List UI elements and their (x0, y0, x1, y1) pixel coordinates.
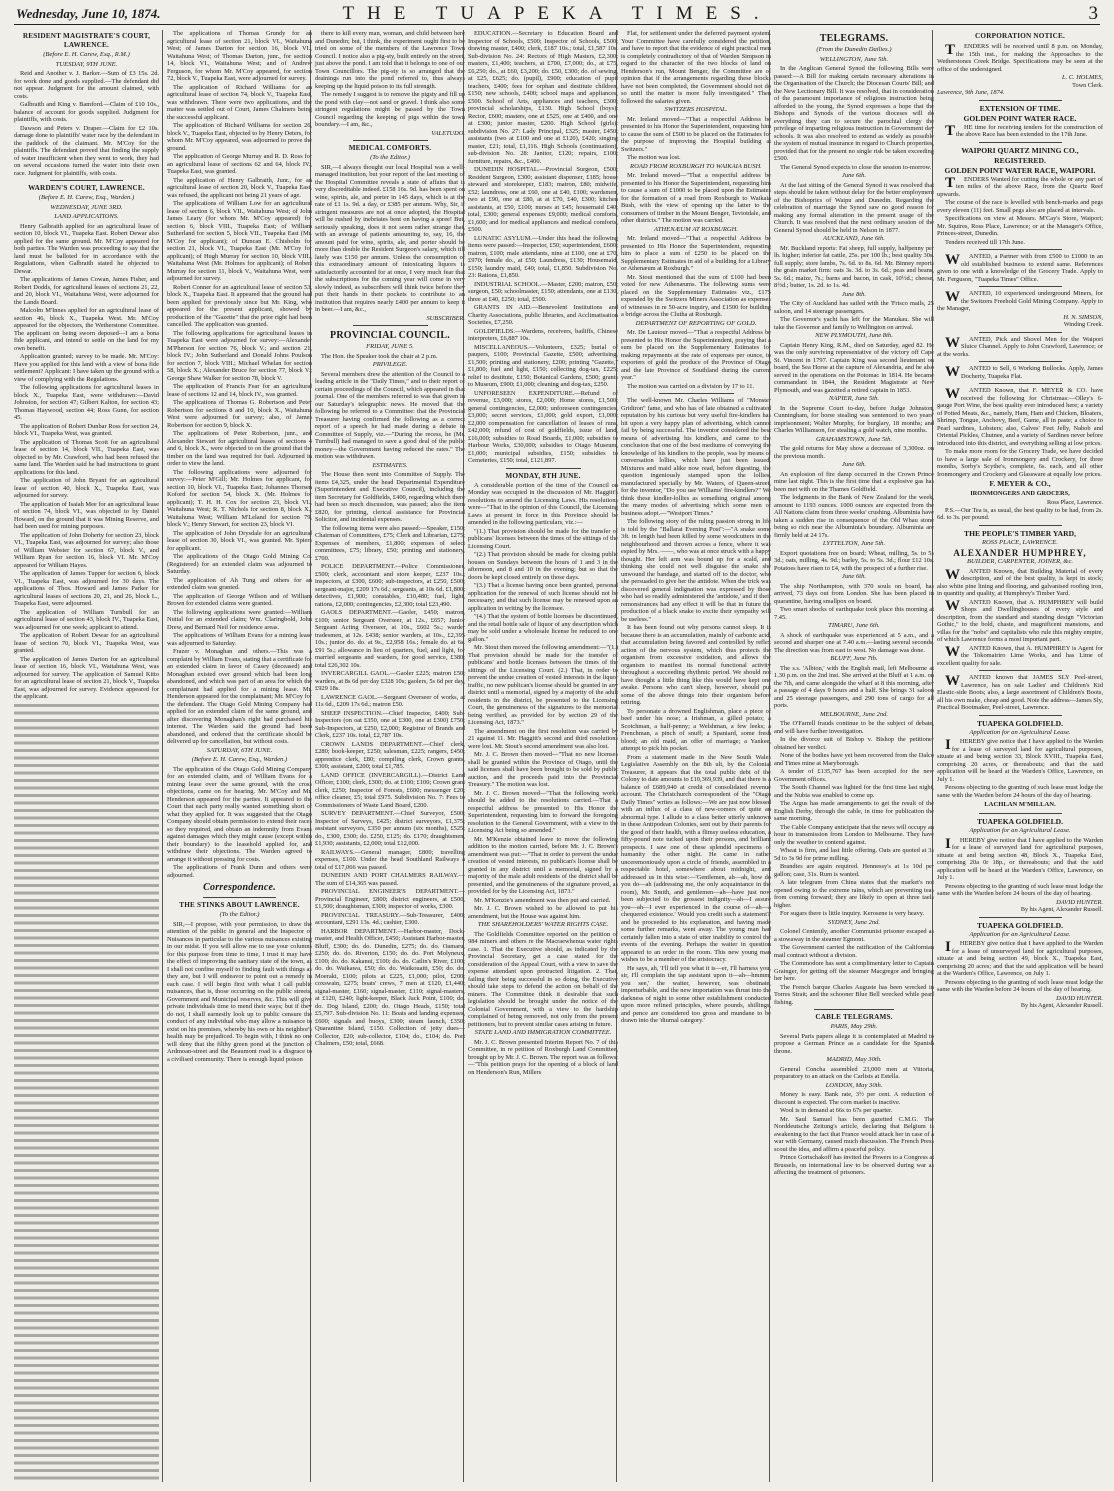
paragraph: The applications of William Evans for a mining lease was adjourned to Saturday. (167, 632, 312, 647)
estimates-sub: ESTIMATES. (372, 461, 408, 469)
divider (203, 897, 276, 898)
waipori-notice (937, 146, 1103, 247)
paragraph: Colonel Centenily, another Communist prisoner escaped as a stowaway in the steamer Egmont. (774, 928, 934, 943)
notice-signature: LACHLAN M'MILLAN. (984, 801, 1056, 808)
paragraph: The Commodore has sent a complimentary letter to Captain Grainger, for getting off the steamer Macgregor and bringing her here. (774, 960, 934, 982)
notice-title: WAIPORI QUARTZ MINING CO., REGISTERED. (961, 145, 1079, 165)
privilege-sub: PRIVILEGE. (372, 361, 408, 368)
paragraph: Frazer v. Monaghan and others.—This was a complaint by William Evans, stating that a certificate for an extended claim in favor of Casey (deceased) and Monaghan existed over ground which had been long abandoned, and which was part of an area for which the complainant had applied for a mining lease. Mr. Henderson appeared for the complainant; Mr. M'Coy for the defendant. The Otago Gold Mining Company had applied for an extended claim of the same ground, and after discovering Monaghan's right had purchased his interest. The Warden said the ground had been abandoned, and ordered that the certificate should be delivered up for cancellation, but without costs. (167, 648, 312, 745)
paragraph: The following applications were adjourned for survey:—Peter M'Gill; Mr. Holmes for applicant, for section 10, block VI., Tuapeka East; Johannes Thorsen Koford for section 54, block X. (Mr. Holmes for applicant); T. H. H. Cox for section 23, block VI., Waitahuna West; R. T. Nichols for section 8, block X., Waitahuna West; William M'Leland for section 79, block V.; Henry Stewart, for section 23, block VI. (167, 468, 312, 528)
divider (979, 100, 1062, 101)
notice-body: Persons objecting to the granting of such lease must lodge the same with the Warden before 24 hours of the day of hearing. (937, 978, 1103, 993)
divider (353, 325, 428, 326)
saturday-sub: (Before E. H. Carew, Esq., Warden.) (191, 756, 288, 763)
paragraph: The application of James Tupper for section 6, block VI., Tuapeka East, was adjourned for 30 days. The applications of Thos. Howard and James Parker for agricultural leases of sections 20, 21, and 26, block L., Tuapeka East, were adjourned. (14, 570, 159, 607)
paragraph: RAILWAYS.—General manager, £800; travelling expenses, £100. Under the head Southland Railways a total of £17,066 was passed. (315, 848, 465, 871)
notice-title: TUAPEKA GOLDFIELD. (976, 817, 1064, 826)
paragraph: Several Paris papers allege it is contemplated at Madrid to propose a German Prince as a candidate for the Spanish throne. (774, 1032, 934, 1055)
notice-body: Persons objecting to the granting of such lease must lodge the same with the Warden before 24 hours of the day of hearing. (937, 784, 1103, 799)
corporation-notice (937, 43, 1103, 97)
notice-body: WANTED Known, that Building Material of every description, and of the best quality, is kept in stock; also white pine lining and flooring, and galvanised roofing iron, in quantity and quality, at Humphrey's Timber Yard. (937, 566, 1103, 597)
notice-signature-agent: By his Agent, Alexander Russell. (1020, 906, 1103, 913)
paragraph: The application of George Wilson and of William Brown for extended claims were granted. (167, 592, 312, 607)
page-number: 3 (1088, 3, 1098, 24)
paragraph: Two smart shocks of earthquake took place this morning at 7.45. (774, 606, 934, 621)
paragraph: In the divorce suit of Bishop v. Bishop the petitioner obtained her verdict. (774, 736, 934, 751)
paragraph: LUNATIC ASYLUM.—Under this head the following items were passed:—Inspector, £50; superintendent, £600; matron, £100; male attendants, nine at £100, one at £70, £970; female do., at £50; Laundress, £130; Housemaid, £150; laundry maid, £40; total, £1,850. Subdivision No. 23: Rations, £1,850. (468, 234, 618, 279)
paragraph: Mr. J. C. Brown wished to be allowed to put his amendment, but the House was against him. (468, 905, 618, 920)
paragraph: Robert Conner for an agricultural lease of section 53, block X., Tuapeka East. It appeared that the ground had been applied for previously since but Mr. King, who appeared for the present applicant, showed by production of the "Gazette" that the prior right had been cancelled. The application was granted. (167, 283, 312, 328)
notice-title: TUAPEKA GOLDFIELD. (976, 718, 1064, 728)
paragraph: A considerable portion of the time of the Council on Monday was occupied in the discussion of Mr. Haggitt's resolutions to amend the Licensing Laws. His resolutions were—"That in the opinion of this Council, the Licensing Laws at present in force in this Province should be amended in the following particulars, viz.:— (468, 481, 618, 526)
paragraph: The application of Isaiah Mee for an agricultural lease of section 74, block VI., was objected to by Daniel Howard, on the ground that it was Mining Reserve, and had been used for mining purposes. (14, 500, 159, 530)
notice-title: GOLDEN POINT WATER RACE, WAIPORI. (944, 165, 1096, 175)
state-land-sub: STATE LAND AND IMMIGRATION COMMITTEE. (474, 1029, 612, 1036)
paragraph: The application of Ah Tung and others for an extended claim was granted. (167, 576, 312, 591)
paragraph: SIR,—I propose, with your permission, to draw the attention of the public in general and the Inspector of Nuisances in particular to the various nuisances existing in our midst. If you will allow me to use your columns for this purpose from time to time, I trust it may have the effect of improving the sanitary state of the town, as I shall not confine myself to finding fault with things as they are, but I will endeavor to point out a remedy in each case. I will begin first with what I call public nuisances, that is, those occurring on the public streets, Government and Municipal reserves, &c. This will give private individuals time to mend their ways; but if they do not, I shall earnestly look up to public censure the conduct of any individual who may allow a nuisance to exist on his premises, whereby his own or his neighbor's health may be prejudiced. To begin with, I think no one will deny that the filthy green pond at the junction of Ardmoan-street and the Beaumont road is a disgrace to a civilised community. There is enough liquid poison (167, 920, 312, 1063)
divider (979, 383, 1062, 384)
dateline: LONDON, May 30th. (825, 1081, 883, 1089)
notice-body: WANTED Known, that A. HUMPHREY will build Shops and Dwellinghouses of every style and description, from the standard and standing design "Victorian Gothic," to the bold, chaste, and magnificent mansions, and villas for the "nobs" and capitalists who rule this mighty empire, of which Lawrence forms a most important part. (937, 597, 1103, 643)
notice-signature-title: Town Clerk. (1072, 81, 1103, 89)
saturday-day: SATURDAY, 6TH JUNE. (206, 746, 273, 754)
paragraph: DUNEDIN AND PORT CHALMERS RAILWAY.—The sum of £14,365 was passed. (315, 872, 465, 887)
to-editor: (To the Editor.) (370, 154, 410, 161)
paragraph: A late telegram from China states that the market's not opened owing to the extreme rains, which are preventing teas from coming forward; they are likely to open at three taels higher. (774, 879, 934, 909)
paragraph: Mr. M'Kenzie obtained leave to move the following addition to the motion carried, before Mr. J. C. Brown's amendment was put:—"That in order to prevent the undue creation of vested interests, no publican's license shall be granted in any district until a memorial, signed by a majority of the male adult residents of the district shall be presented, and the genuineness of the signature proved, as provided for by the Licensing Act, 1873." (468, 835, 618, 895)
paragraph: The application of George Murray and R. D. Ross for an agricultural lease of sections 62 and 64, block IV., Tuapeka East, was granted. (167, 153, 312, 175)
extension-of-time-notice (937, 104, 1103, 139)
paragraph: The following applications were granted:—William Nuttal for an extended claim; Wm. Claringbold, John Drew, and Bernard Neil for residence areas. (167, 608, 312, 631)
provincial-council-heading: PROVINCIAL COUNCIL. (330, 330, 450, 341)
paragraph: The application of Thomas Scott for an agricultural lease of section 14, block VII., Tuapeka East, was objected to by Mr. Crawford, who had been refused the same land. The Warden said he had instructions to grant applications for this land. (14, 438, 159, 476)
paragraph: Mr. Ireland moved—"That a respectful Address be presented to his Honor the Superintendent, requesting him to cause the sum of £500 to be placed on the Estimates for the purpose of improving the Hospital building at Switzers." (621, 115, 771, 153)
divider (659, 393, 734, 394)
paragraph: Mr. Stout mentioned that the sum of £100 had been voted for new Athenæums. The following sums were placed on the Supplementary Estimates viz., £175 expended by the Switzers Miners Association as expenses of witnesses in re 50-acre inquiry, and £1500 for building a bridge across the Clutha at Roxburgh. (621, 273, 771, 318)
paragraph: Mr. J. C. Brown then moved—"That no new licenses shall be granted within the Province of Otago, until the said licenses shall have been brought to be sold by public auction, and the proceeds paid into the Provincial Treasury." The motion was lost. (468, 751, 618, 788)
paragraph: The applications of Peter Robertson, junr., and Alexander Stewart for agricultural leases of sections 4 and 6, block X., were objected to on the ground that the timber on the land was required for fuel. Adjourned in order to view the land. (167, 430, 312, 467)
paragraph: Reid and Another v. J. Barker.—Sum of £3 15s. 2d. for work done and goods supplied.—The defendant did not appear. Judgment for the amount claimed, with costs. (14, 70, 159, 100)
paragraph: The French barque Charles Auguste has been wrecked in Torres Strait; and the schooner Blue Bell wrecked while pearl fishing. (774, 983, 934, 1006)
dateline: SYDNEY, June 2nd. (827, 918, 881, 926)
paragraph: The application of Robert Dunbar Ross for section 24, block VI., Tuapeka West, was granted. (14, 422, 159, 437)
paragraph: HARBOR DEPARTMENT.—Harbor-master, Dock-master, and Health Officer, £450; Assistant Harbor-master, Bluff, £300; do. do. Dunedin, £275; do. do. Oamaru, £250; do. do. Riverton, £150; do. do. Port Molyneux, £100; do. do. Kakanui, £100; do. do. Catlin's River, £100; do. do. Waikawa, £50; do. do. Waikouaiti, £50; do. do. Moeraki, £100; pilots at £225, £1,000; pilot, £200; coxswain, £275; boats' crews, 7 men at £120, £1,440; signal-master, £160; signal-master, £110; signal-masters, at £120, £240; light-keeper, Black Jack Point, £100; do. do. Dog Island, £200; do. Otago Heads, £150; total £5,797. Sub-division No. 11: Boats and landing expenses, £600; signals and buoys, £300; steam launch, £350; Quarantine Island, £150. Collection of jetty dues—Collector, £20; sub-collector, £104; do., £104; do. Port Chalmers, £50; total, £668. (315, 927, 465, 1047)
paragraph: The motion was lost. (627, 154, 681, 161)
paragraph: The following items were also passed:—Speaker, £150; Chairman of Committees, £75; Clerk and Librarian, £275; Expenses of members, £1,800; expenses of select committees, £75; library, £50; printing and stationery, £700. (315, 524, 465, 562)
notice-body: TENDERS will be received until 8 p.m. on Monday, the 15th inst., for making the Approaches to the Wetherstones Creek Bridge. Specifications may be seen at the office of the undersigned. (937, 42, 1103, 73)
dateline: BLUFF, June 7th. (830, 655, 878, 662)
notice-title: ALEXANDER HUMPHREY, (953, 548, 1087, 558)
paragraph: The following story of the ruling passion strong in life is told by the "Ballarat Evening Post":—"A snake some 3ft. in length had been killed by some woodcutters in the neighbourhood and thrown across a fence, where it was espied by Mrs. ——, who was at once struck with a happy thought. Her left arm was bound up for a scald, and thinking she could not well disguise the snake she unwound the bandage, and started off to the doctor, who she persuaded to give her the antidote. When the trick was discovered general indignation was expressed by those who had so readily administered the 'antidote,' and if their remonstrances had any effect it will be that in future the production of a black snake to excite their sympathy will be useless." (621, 518, 771, 623)
rm-court-sub: (Before E. H. Carew, Esq., R.M.) (43, 51, 130, 58)
paragraph: The amendment on the first resolution was carried by 21 against 11. Mr. Haggitt's second and third resolutions were lost. Mr. Stout's second amendment was also lost. (468, 727, 618, 750)
lease-application-3 (937, 921, 1103, 1010)
paragraph: POLICE DEPARTMENT.—Police Commissioner, £500; clerk, accountant and store keeper, £237 10s.; inspectors, at £300, £600; sub-inspectors, at £250, £500; sergeant-major, £209 17s 6d.; sergeants, at 10s 6d. £1,800; detectives, £1,900; constables, £10,480; fuel, light, rations, £2,000; contingencies, £2,300; total £23,490. (315, 563, 465, 608)
notice-subtitle: ROSS PLACE, LAWRENCE. (982, 538, 1058, 546)
notice-title: EXTENSION OF TIME. (979, 103, 1061, 113)
paragraph: The gold returns for May show a decrease of 3,300oz. on the previous month. (774, 445, 934, 460)
paragraph: Dawson and Peters v. Draper.—Claim for £2 10s. damage done to plaintiffs' water race by the defendant in the paddock of the claimant. Mr. M'Coy for the plaintiffs. The defendant proved that finding the supply of water insufficient when they went to work, they had on several occasions turned the water into their own race. Judgment for plaintiffs, with costs. (14, 124, 159, 177)
paragraph: Mr. J. C. Brown moved—"That the following works should be added to the resolutions carried.—That a respectful address be presented to His Honor the Superintendent, requesting him to forward the foregoing resolution to the General Government, with a view to the Licensing Act being so amended." (468, 789, 618, 834)
paragraph: Wool is in demand at 66s to 67s per quarter. (780, 1107, 893, 1114)
paragraph: Application granted; survey to be made. Mr. M'Coy: Have you applied for this land with a view of bona fide settlement? Applicant: I have taken up the ground with a view of complying with the Regulations. (14, 353, 159, 383)
notice-body: IHEREBY give notice that I have applied to the Warden for a lease of unsurveyed land for agricultural purposes, situate at and being section 49, block X., Tuapeka East, comprising 20 acres; and that the said application will be heard at the Warden's Office, Lawrence, on July 1. (937, 939, 1103, 977)
road-sub: ROAD FROM ROXBURGH TO WAIKAIA BUSH. (630, 162, 762, 170)
paragraph: The ship Northampton, with 370 souls on board, has arrived, 73 days out from London. She has been placed in quarantine, having smallpox on board. (774, 582, 934, 605)
paragraph: The well-known Mr. Charles Williams of "Monster Gridiron" fame, and who has of late obtained a cultivated reputation by his curious but very useful fire-kindlers has hit upon a very happy plan of advertising, which cannot fail by being successful. The inventor considered the best means of advertising his kindlers, and came to the conclusion that one of the best mediums of conveying the knowledge of his kindlers to the people, was by means of conversation lollies, which have just been issued. Mixtures and maid alike now read, before digesting, the question ingeniously stamped upon the lollies, manufactured specially by Mr. Waters, of Queen-street, for the inventor, "Do you use Williams' fire-kindlers?" We think these kindler-lollies as something original among the many modes of advertising which some men of business adopt.—"Westport Times." (621, 397, 771, 517)
paragraph: The City of Auckland has sailed with the 'Frisco mails, 25 saloon, and 14 steerage passengers. (774, 300, 934, 315)
paragraph: Several members drew the attention of the Council to a leading article in the "Daily Times," and to their report of certain proceedings of the Council, which appeared in that journal. One of the members referred to was that given in our Saturday's telegraphic news. He moved that the following be referred to a Committee: that the Provincial Treasurer having confirmed the following as a correct report of a speech he had made during a debate in Committee of Supply, viz.—"During the recess, he (Mr. Turnbull) had managed to save a good deal of the public money—the Government having reduced the rates." The motion was withdrawn. (315, 370, 465, 460)
notice-signature: F. MEYER & CO., (989, 479, 1051, 488)
paragraph: None of the bodies have yet been recovered from the Dalco and Times mine at Maryborough. (774, 752, 934, 767)
paragraph: LAWRENCE GAOL.—Sergeant Overseer of works, at 11s 6d., £209 17s 6d.; matron £50. (315, 693, 465, 708)
paragraph: "(1.) That provision should be made for the transfer of publicans' licenses between the times of the sittings of the Licensing Court. (468, 527, 618, 550)
notice-signature: H. N. SIMSON, (1063, 313, 1103, 321)
dateline: PARIS, May 29th. (830, 1023, 878, 1030)
paragraph: EDUCATION.—Secretary to Education Board and Inspector of Schools, £500; Inspector of Schools, £500; drawing master, £400; clerk, £187 10s.; total, £1,587 10s. Sub-division No. 24: Rectors of High Masters, £2,300; masters, £1,400; teachers, at £700, £7,000; do., at £75, £6,250; do., at £60, £3,200; do. £50, £300; do. of sewing, at £25, £625; do. (pupil), £900; education of pupil teachers, £400; fees for orphan and destitute children, £150; new schools, £400; school maps and appliances, £500. School of Arts, appliances and teachers, £300; provincial scholarships, £130. High School (boys): Rector, £600; masters, one at £525, one at £400, and one at £300; junior master, £200. High School (girls): subdivision No. 27: Lady Principal, £325; master, £450; assistants (two at £100 and one at £120), £420; singing master, £21; total, £1,116. High Schools (continuation), sub-division No. 28: Janitor, £120; repairs, £100; furniture, repairs, &c., £400. (468, 30, 618, 165)
masthead (14, 2, 1100, 25)
divider (506, 468, 581, 469)
paragraph: The remedy I suggest is to remove the pigsty and fill up the pond with clay—not sand or gravel. I think also some stringent regulations might be passed by the Town Council regarding the keeping of pigs within the town boundary.—I am, &c., (315, 91, 465, 128)
notice-subtitle: BUILDER, CARPENTER, JOINER, &c. (966, 558, 1074, 565)
paragraph: The applications of Thomas Grundy for an agricultural lease of section 21, block VI., Waitahuna West; of James Darton for section 16, block VI., Waitahuna West; of Thomas Darton, junr., for section 14, block VI., Waitahuna West; and of Andrew Ferguson, for whom Mr. M'Coy appeared, for section 72, block V., Tuapeka East, were adjourned for survey. (167, 30, 312, 82)
newspaper-title: THE TUAPEKA TIMES. (342, 3, 772, 24)
wardens-court-heading: WARDEN'S COURT, LAWRENCE. (28, 184, 145, 192)
dateline: MADRID, May 30th. (826, 1056, 882, 1063)
paragraph: In the Anglican General Synod the following Bills were passed:—A Bill for making certain necessary alterations in the Organisation of the Church; the Diocesan Courts' Bill; and the New Lectionary Bill. It was resolved, that in consideration of the paramount importance of religious instruction being afforded to the young, the Synod expresses a hope that the Bishops and Synods of the various dioceses will do everything they can to secure the parochial clergy the privilege of imparting religious instruction in Government day schools. It was also resolved to extend as widely as possible the system of mutual insurance in regard to Church properties, provided that for the present no single risk be taken exceeding £500. (774, 65, 934, 162)
divider (979, 813, 1062, 814)
divider (979, 249, 1062, 250)
paragraph: The motion was carried on a division by 17 to 11. (627, 382, 755, 390)
paragraph: Mr. Buckland reports: Fat sheep, full supply, halfpenny per lb. higher; inferior fat cattle, 25s. per 100 lb.; best quality 30s. full supply; store lambs, 7s. 6d. to 8s. 6d. Mr. Binney reports the grain market firm: oats 3s. 3d. to 3s. 6d.; peas and beans, 5s. 6d.; maize, 7s.; barns and bacon, in cask, 10½d.; cheese, 8½d.; butter, 1s. 2d. to 1s. 4d. (774, 244, 934, 289)
column-6 (769, 30, 934, 1482)
paragraph: SHEEP INSPECTION.—Chief Inspector, £400; Sub-Inspectors (on oat £350, one at £300, one at £300) £750; Sub-Inspectors, at £250, £2,000; Registrar of Brands and Clerk, £237 10s. total, £2,787 10s. (315, 709, 465, 739)
paragraph: The application of John Bryant for an agricultural lease of section 40, block X., Tuapeka East, was adjourned for survey. (14, 477, 159, 499)
paragraph: The applications of Frank Dunn and others were adjourned. (167, 864, 312, 879)
paragraph: The Government carried the ratification of the Californian mail contract without a division. (774, 944, 934, 959)
paragraph: At the last sitting of the General Synod it was resolved that steps should be taken without delay for the better employment of the Bishoprics of Waipu and Dunedin. Regarding the celebration of marriage the Synod saw no good reason for making any formal alteration in the present usage of the Church. It was resolved that the next ordinary session of the General Synod should be held in Nelson in 1877. (774, 181, 934, 234)
paragraph: Mr. Saul Samuel has been gazetted C.M.G. The Norddeutsche Zeitung's article, declaring that Belgium is awakening to the fact that France would attack her in case of a war with Germany, caused much discussion. The French Press scout the idea, and affirm a peaceful policy. (774, 1115, 934, 1153)
timber-yard-ad (937, 529, 1103, 668)
notice-signature-place: Winding Creek. (1063, 321, 1103, 328)
divider (50, 180, 123, 181)
paragraph: The General Synod expects to close the session to-morrow. (780, 163, 932, 171)
paragraph: The application of Robert Dewar for an agricultural lease of section 70, block VI., Tuapeka West, was granted. (14, 632, 159, 654)
notice-body: TENDERS Wanted for cutting the whole or any part of ten miles of the above Race, from the Quartz Reef upwards. (937, 174, 1103, 198)
divider (979, 715, 1062, 716)
dateline: NAPIER, June 5th. (828, 395, 880, 402)
telegrams-heading: TELEGRAMS. (819, 33, 889, 44)
paragraph: The application of James Darton for an agricultural lease of section 16, block VI., Waitahuna West, was adjourned for survey. The application of Samuel Kitto for an agricultural lease of section 21, block V., Tuapeka East, was adjourned for survey. Evidence appeared for the applicant. (14, 655, 159, 700)
paragraph: The applications of William Low for an agricultural lease of section 6, block VII., Waitahuna West; of John James Leary (for whom Mr. M'Coy appeared) for section 6, block VIII., Tuapeka East; of William Sutherland for section 5, block VII., Tuapeka East (Mr. M'Coy for applicant); of Duncan E. Chisholm for section 21, block VI., Tuapeka East (Mr. M'Coy for applicant); of Hugh Murray for section 10, block VIII., Waitahuna West (Mr. Holmes for applicant); of Robert Murray for section 11, block V., Waitahuna West, were adjourned for survey. (167, 200, 312, 282)
switzers-hospital-sub: SWITZERS HOSPITAL. (664, 106, 728, 113)
paragraph: General Concha assembled 23,000 men at Vittoria, preparatory to an attack on the Carlists at Estella. (774, 1065, 934, 1080)
wanted-partner-ad (937, 253, 1103, 283)
divider (353, 140, 428, 141)
paragraph: The application of John Doherty for section 23, block VI., Tuapeka East, was adjourned for survey; also those of William Webster for section 67, block V., and William Ryan for section 16, block VI. Mr. M'Coy appeared for William Hayes. (14, 531, 159, 569)
dateline: TIMARU, June 6th. (828, 622, 880, 629)
dateline: NEW PLYMOUTH, June 8th. (815, 332, 893, 339)
paragraph: there to kill every man, woman, and child between here and Dunedin; but, I think, the experiment ought first to be tried on some of the members of the Lawrence Town Council. I notice also a pig-sty, built entirely on the street, just above the pond. I am told that it belongs to one of our Town Councillors. The pig-sty is so arranged that the drainings run into the pond referred to, thus always keeping up the liquid poison to its full strength. (315, 30, 465, 90)
paragraph: INVERCARGILL GAOL.—Gaoler £225; matron £50; warders, at 8s 6d per day £328 10s; gaolers, 5s 6d per day, £929 18s. (315, 670, 465, 692)
paragraph: DUNEDIN HOSPITAL.—Provincial Surgeon, £500; Resident Surgeon, £300; assistant dispenser, £185; house steward and storekeeper, £183; matron, £80; midwife, £52; laundress, one at £60, one at £40, £100; wardsmen, two at £90, one at £80, at at £70, £40, £300; kitchen assistants, at £50, £100; nurses at £45; housemaid £40; total, £300; general expenses £9,000; medical comforts, £1,600; and for medical appliances and medical comforts, £500. (468, 166, 618, 233)
divider (814, 1009, 894, 1010)
paragraph: Captain Henry King, R.M., died on Saturday, aged 82. He was the only surviving representative of the victory off Cape St. Vincent in 1797. Captain King was second lieutenant on board, the Sea Horse at the capture of Alexandria, and he also served in the operations on the Potomac in 1814. He became commandant in 1844, the Resident Magistrate at New Plymouth, and was gazetted a retired captain in 1853. (774, 341, 934, 394)
paragraph: The application of Richard Williams for an agricultural lease of section 74, block V., Tuapeka East, was withdrawn. There were two applications, and the matter was settled out of Court, James Chalmers being the successful applicant. (167, 83, 312, 121)
paragraph: A tender of £135,767 has been accepted for the new Government offices. (774, 768, 934, 783)
dateline: June 8th. (841, 290, 867, 298)
paragraph: The s.s. 'Albion,' with the English mail, left Melbourne at 1.30 p.m. on the 2nd inst. She arrived at the Bluff at 1 a.m. on the 7th, and came alongside the wharf at 8 this morning, after a passage of 4 days 9 hours and a half. She brings 31 saloon and 25 steerage passengers, and 290 tons of cargo for all ports. (774, 664, 934, 709)
wardens-court-sub: (Before E. H. Carew, Esq., Warden.) (38, 194, 135, 201)
paragraph: For sugars there is little inquiry. Kerosene is very heavy. (780, 910, 925, 917)
paragraph: Mr. De Lautour moved—"That a respectful Address be presented to His Honor the Superintendent, praying that a sum be placed on the Supplementary Estimates for making repayments at the rate of expenses per ounce, to exporters of gold the produce of the Province of Otago and the late Province of Southland during the current year." (621, 329, 771, 381)
paragraph: Brandies are again required. Hennessy's at 1s 10d per gallon; case, 31s. Rum is wanted. (774, 863, 934, 878)
paragraph: Mr. Stout then moved the following amendment:—"(1.) That provision should be made for the transfer of publicans' and bottle licenses between the times of the sittings of the Licensing Court. (2.) That, in order to prevent the undue creation of vested interests in the liquor traffic, no new publican's license should be granted in any district until a memorial, signed by a majority of the adult residents in the district, be presented to the Licensing Court, the genuineness of the signatures to the memorial being verified, as provided for by section 29 of the Licensing Act, 1873." (468, 644, 618, 726)
notice-signature: DAVID HUNTER. (1056, 898, 1103, 906)
paragraph: CROWN LANDS DEPARTMENT.—Chief clerk, £280; book-keeper, £250; salesman, £225; rangers, £450; apprentice clerk, £80; compiling clerk, Crown grants, £300; assistant, £200; total £1,785. (315, 740, 465, 770)
notice-subtitle: Application for an Agricultural Lease. (969, 827, 1071, 834)
paragraph: The Argus has made arrangements to get the result of the English Derby, through the cable, in time for publication the same morning. (774, 800, 934, 822)
bootmaker-ad (937, 674, 1103, 712)
divider (979, 142, 1062, 143)
dateline: AUCKLAND, June 6th. (823, 235, 885, 242)
notice-signature: DAVID HUNTER. (1056, 994, 1103, 1002)
paragraph: The applications of Thomas G. Robertson and Peter Robertson for sections 8 and 10, block X., Waitahuna West were adjourned for survey; also, of James Robertson for section 9, block X. (167, 399, 312, 429)
paragraph: LAND OFFICE (INVERCARGILL).—District Land Officer, £100; clerk, £300; do. at £100; £100; Crown grant clerk, £250; Inspector of Forests, £600; messenger £20; office cleaner, £5; total £975. Subdivision No. 7: Fees to Commissioners of Waste Land Board, £200. (315, 771, 465, 809)
signature: VALETUDO. (431, 129, 465, 137)
notice-body: WANTED Known, that F. MEYER & CO. have received the following for Christmas:—Olley's 6-gauge Port Wine, the best quality ever introduced here; a variety of Potted Meats, &c., namely, Ham, Ham and Chicken, Bloaters, Shrimp, Tongue, Anchovy, Beef, Game, all in paste; a choice to Pearl sardines, Lobsters; also, Calves' Feet Jelly, Nabob and Oriental Pickles, Chutnee, and a variety of Sardines never before introduced into this district, and everything selling at low prices. (937, 386, 1103, 447)
paragraph: Export quotations free on board; Wheat, milling, 5s. to 5s 3d.; oats, milling, 4s. 9d.; barley, 5s. to 5s. 3d.; flour £12 10s. Potatoes have risen to £4, with the prospect of a further rise. (774, 549, 934, 572)
notice-body: IHEREBY give notice that I have applied to the Warden for a lease of surveyed land for agricultural purposes, situate at and being section 33, Block XVIII., Tuapeka East, comprising 20 acres, or thereabouts; and that the said application will be heard at the Warden's Office, Lawrence, on July 1. (937, 737, 1103, 783)
paragraph: From a statement made in the New South Wales Legislative Assembly on the 8th ult, by the Colonial Treasurer, it appears that the total public debt of the Colony to date amounts to £10,369,939, and that there is a balance of £689,940 at credit of consolidated revenue account. The Christchurch correspondent of the "Otago Daily Times" writes as follows:—We are just now blessed with an influx of a class of new-comers of quite an abnormal type. I allude to a class better utterly unknown in these Antipodean Colonies, sent out by their parents for the good of their health, with a flimsy useless education, a fifty-pound note tucked upon their persons, and brilliant prospects. I saw one of these splendid specimens of humanity the other night. He came in rather unceremoniously upon a circle of friends, assembled in a respectable hotel, somewhere about midnight, and addressed us in this wise:—'Gentlemen, ah—ah, how do you do—ah (addressing me, the only acquaintance in the room), Mr. Smith, and gentlemen—ah—have just now been subjected to the grossest indignity—ah—I assure you—ah—I ever experienced in the course of—ah—a chequered existence.' Would you credit such a statement?' and he proceeded to his explanation, and having made some further remarks, went away. The young man had certainly fallen into a state of utter inability to control the events of the evening. Perhaps the waiter in question appeared to an order in the room. This new young man wishes to be a member of the aristocracy. (621, 753, 771, 963)
notice-date: Lawrence, 9th June, 1874. (937, 89, 1005, 96)
stinks-heading: THE STINKS ABOUT LAWRENCE. (179, 901, 300, 909)
notice-body: Persons objecting to the granting of such lease must lodge the same with the Warden before 24 hours of the day of hearing. (937, 882, 1103, 897)
rm-court-heading: RESIDENT MAGISTRATE'S COURT, LAWRENCE. (22, 32, 151, 49)
paragraph: The application of Francis Fear for an agricultural lease of sections 12 and 14, block IV., was granted. (167, 383, 312, 398)
paragraph: The applications of the Otago Gold Mining Co. (Registered) for an extended claim was adjourned to Saturday. (167, 553, 312, 575)
paragraph: Henry Galbraith applied for an agricultural lease of section 10, block VI., Tuapeka East. Robert Dewar also applied for the same ground. Mr. M'Coy appeared for both parties. The Warden was proceeding to say that the land must be balloted for in accordance with the Regulations, when Galbraith stated he objected to Dewar. (14, 222, 159, 275)
paragraph: GOLDFIELDS.—Wardens, receivers, bailiffs, Chinese interpreters, £6,887 10s. (468, 327, 618, 342)
paragraph: The following applications for agricultural leases in Tuapeka East were adjourned for survey:—Alexander M'Pherson for section 76, block V.; and section 21, block IV.; John Sutherland and Donald Johns Poulson for section 7, block VIII.; Michael Whelan for section 58, block X.; Alexander Bruce for section 77, block V.; George Shaw Walker for section 78, block V. (167, 329, 312, 382)
paragraph: The Goldfields Committee reported on the petition of 984 miners and others re the Macraewhenua water rights case. 1. That the Executive should, as indicated by the Provincial Secretary, get a case stated for the consideration of the Appeal Court, with a view to save the expense attendant upon protracted litigation. 2. That, failing their being successful in so doing, the Executive should take steps to defend the action on behalf of the miners. The Committee think it desirable that such legislation should be brought under the notice of the Colonial Government, with a view to the hardship complained of being removed, not only from the present petitioners, but to prevent similar cases arising in future. (468, 930, 618, 1028)
dateline: GRAHAMSTOWN, June 5th. (815, 435, 893, 443)
correspondence-heading: Correspondence. (203, 882, 276, 893)
column-5 (616, 30, 771, 1482)
bullocks-ad (937, 365, 1103, 380)
paragraph: An explosion of fire damp occurred in the Crown Prince mine last night. This is the first time that a explosive gas has been met with on the Thames Goldfield. (774, 470, 934, 493)
paragraph: MISCELLANEOUS.—Volunteers, £325; burial of paupers, £100; Provincial Gazette, £500; advertising, £1,500; printing and stationery, £200; printing "Gazette," £1,800; fuel and light, £150; collecting dog-tax, £225; relief to destitute, £150; Botanical Gardens, £500; grants to Museum, £900; £1,000; cleaning and dog-tax, £250. (468, 343, 618, 388)
paragraph: The lodgments in the Bank of New Zealand for the week, amount to 1193 ounces. 1000 ounces are expected from the All Nations claim from three weeks' crushing. Albuminia have taken a sudden rise in consequence of the Old Whau stone being so rich near the Albuminia's boundary. Albuminia are firmly held at 24 17s. (774, 494, 934, 539)
paragraph: The Governor's yacht has left for the Manukau. She will take the Governor and family to Wellington on arrival. (774, 316, 934, 331)
telegrams-sub: (From the Dunedin Dailies.) (816, 46, 892, 53)
notice-body: WANTED, 10 experienced underground Miners, for the Switzers Freehold Gold Mining Company. Apply to the Manager, (937, 289, 1103, 312)
dateline: WELLINGTON, June 5th. (819, 55, 889, 63)
notice-body: WANTED, a Partner with from £500 to £1000 in an old established business to extend same. References given to one with a knowledge of the Grocery Trade. Apply to Mr. Ferguson, "Tuapeka Times" Office. (937, 252, 1103, 283)
notice-body: WANTED to Sell, 6 Working Bullocks. Apply, James Docherty, Tuapeka Flat. (945, 364, 1103, 380)
land-applications-sub: LAND APPLICATIONS. (54, 213, 119, 220)
lease-application-2 (937, 817, 1103, 914)
divider (979, 286, 1062, 287)
paragraph: "(3.) That a license having once been granted, personal application for the renewal of such license should not be necessary; and that such license may be renewed upon an application in writing by the licensee. (468, 582, 618, 612)
dateline: MELBOURNE, June 2nd. (819, 710, 889, 718)
notice-signature-agent: By his Agent, Alexander Russell. (1020, 1002, 1103, 1009)
notice-body: THE time for receiving tenders for the construction of the above Race has been extended to the 17th June. (945, 122, 1103, 139)
gold-sub: DEPARTMENT OF REPORTING OF GOLD. (635, 319, 757, 327)
paragraph: The Hon. the Speaker took the chair at 2 p.m. (321, 352, 438, 360)
lease-application-1 (937, 719, 1103, 811)
divider (979, 670, 1062, 671)
paragraph: GRANTS IN AID.—Benevolent Institutions and Charity Associations, public libraries, and Acclimatisation Societies, £7,250. (468, 304, 618, 326)
paragraph: GAOLS DEPARTMENT.—Gaoler, £450; matron, £100; senior Sergeant Overseer, at 12s., £657; Junior Sergeant Acting Overseer, at 10s., £602 5s.; warder tradesmen, at 12s. £438; senior warders, at 10s., £2,395 10s.; junior do. do. at 9s., £2,958 16s.; female do. at 6s. £91 5s.; allowance in lieu of quarters, fuel, and light, for married sergeants and warders, for good service, £380; total £26,302 10s. (315, 609, 465, 669)
dateline: June 6th. (841, 461, 867, 468)
divider (979, 917, 1062, 918)
paragraph: The applications of James Cowan, James Fisher, and Robert Dodds, for agricultural leases of sections 21, 22, and 20, block VI., Waitahuna West, were adjourned for the Lands Board. (14, 276, 159, 306)
paragraph: Mr. M'Kenzie's amendment was then put and carried. (474, 896, 611, 904)
divider (979, 525, 1062, 526)
paragraph: A shock of earthquake was experienced at 5 a.m., and a second and sharper one at 7.40 a.m.—lasting several seconds. The direction was from east to west. No damage was done. (774, 631, 934, 654)
dateline: LYTTELTON, June 5th. (822, 540, 886, 547)
paragraph: Mr. Ireland moved—"That a respectful address be presented to his Honor the Superintendent, requesting him to cause a sum of £1000 to be placed upon the Estimates for the formation of a road from Roxburgh to Waikaia Bush, with the view of opening up the latter to the consumers of timber in the Mount Benger, Teviotdale, and other districts." The motion was carried. (621, 172, 771, 224)
paragraph: Flat, for settlement under the deferred payment system. Your Committee have carefully considered the petition, and have to report that the evidence of eight practical men is completely contradictory of that of Warden Simpson in regard to the character of the two blocks of land on Henderson's run, Mount Benger, the Committee are of opinion that if the arrangements regarding these blocks have not been completed, the Government should not do so until the matter is more fully investigated." Then followed the salaries given. (621, 30, 771, 105)
paragraph: To personate a drowned Englishman, place a piece of beef under his nose; a Irishman, a gilled potato; a Scotchman, a half-penny; a Welshman, a few leeks; a Frenchman, a pinch of snuff; a Spaniard, some fresh blood; an old maid, an offer of marriage; a Yankee, attempt to pick his pocket. (621, 707, 771, 752)
issue-date: Wednesday, June 10, 1874. (16, 6, 161, 21)
to-editor: (To the Editor.) (219, 911, 260, 918)
paragraph: Money is easy. Bank rate, 3½ per cent. A reduction of discount is expected. The corn market is inactive. (774, 1091, 934, 1106)
paragraph: Galbraith and King v. Bamford.—Claim of £10 10s., balance of account for goods supplied. Judgment for plaintiffs, with costs. (14, 101, 159, 123)
divider (979, 361, 1062, 362)
paragraph: "(2.) That provision should be made for closing public houses on Sundays between the hours of 1 and 3 in the afternoon, and 8 and 10 in the evening; but so that the doors be kept closed entirely on those days. (468, 551, 618, 581)
paragraph: Malcolm M'Innes applied for an agricultural lease of section 46, block X., Tuapeka West. Mr. M'Coy appeared for the objectors, the Wetherstone Committee. The applicant on being sworn deposed—I am a bona fide applicant, and intend to settle on the land for my own benefit. (14, 307, 159, 352)
notice-body: To make more room for the Grocery Trade, we have decided to have a large sale of Ironmongery and Crockery, for three months, Sorby's Scythe's, complete, 6s. each, and all other Ironmongery and Crockery and Glassware at equally low prices. (937, 448, 1103, 478)
notice-body: WANTED, Pick and Shovel Men for the Waipori Sluice Channel. Apply to John Crawford, Lawrence; or at the works. (937, 334, 1103, 358)
medical-comforts-heading: MEDICAL COMFORTS. (348, 144, 432, 152)
divider (979, 332, 1062, 333)
paragraph: The O'Farrell frauds continue to be the subject of debate, and will have further investigation. (774, 720, 934, 735)
rm-court-day: TUESDAY, 9TH JUNE. (55, 60, 118, 68)
wanted-miners-ad (937, 290, 1103, 329)
paragraph: He says, ah, 'I'll tell you what it is—er, I'll harness you, sir, I'll complain the tap assistant upon it—ah—hmmm, you see,' the waiter, however, was obstinate, imperturbable, and the new importation was thrust into the darkness of night to some other establishment conducted upon more refined principles, where pounds, shillings, and pence are considered too gross and mundane to be drawn into the 'diurnal category.' (621, 964, 771, 1024)
wanted-shovel-men-ad (937, 336, 1103, 359)
paragraph: The House then went into Committee of Supply. The items £4,325, under the head Departmental Expenditure (Superintendent and Executive Council), including the item Secretary for Goldfields, £400, regarding which there had been so much discussion, was passed; also the item £820, for printing, clerical assistance for Provincial Solicitor, and incidental expenses. (315, 471, 465, 523)
notice-signature: L. C. HOLMES, (1061, 74, 1103, 81)
paragraph: Mr. Ireland moved—"That a respectful Address be presented to His Honor the Superintendent, requesting him to place a sum of £250 to be placed on the Supplementary Estimates in aid of a building for a Library or Athenæum at Roxburgh." (621, 235, 771, 272)
friday-day: FRIDAY, JUNE 5. (366, 343, 414, 350)
paragraph: The South Channel was lighted for the first time last night, and the Nubia was enabled to come up. (774, 784, 934, 799)
paragraph: PROVINCIAL ENGINEER'S DEPARTMENT.—Provincial Engineer, £800; district engineers, at £500, £1,500; draughtsman, £300; inspector of works, £300. (315, 888, 465, 910)
paragraph: The application of Richard Williams for section 26, block V., Tuapeka East, objected to by Henry Deters, for whom Mr. M'Coy appeared, was adjourned to prove the ground. (167, 122, 312, 152)
notice-body: WANTED Known, that A. HUMPHREY is Agent for the Tokomairiro Lime Works, and has Lime of excellent quality for sale. (937, 643, 1103, 667)
paragraph: The application of Henry Galbraith, Junr., for an agricultural lease of section 20, block V., Tuapeka East, was refused, the applicant not being 21 years of age. (167, 176, 312, 199)
paragraph: In the Supreme Court to-day, before Judge Johnston, Cunningham, for horse stealing was sentenced to two years' imprisonment; Walter Murphy, for burglary, 18 months; and Charles Williamson, for stealing a gold watch, nine months. (774, 404, 934, 434)
paragraph: Mr. J. C. Brown presented Interim Report No. 7 of this Committee, in re petition of Roxburgh Land Committee, brought up by Mr. J. C. Brown. The report was as follows:—"This petition prays for the opening of a block of land on Henderson's Run, Millers (468, 1038, 618, 1076)
paragraph: UNFORESEEN EXPENDITURE.—Refund of revenue, £3,000; stores, £2,000; Home stores, £1,500; general contingencies, £2,000; unforeseen contingencies, £3,000; secret services, £1,000; gold export, £1,000; £2,000 compensation for cancellation of leases of runs, £42,000; refund of cost of goldfields, issue of land, £16,000; subsidies to Road Boards, £1,000; subsidies to Harbour Works, £30,000; subsidies to Otago Museum, £1,000; municipal subsidies, £150; subsidies to Cemeteries, £150; total, £121,897. (468, 389, 618, 464)
paragraph: INDUSTRIAL SCHOOL.—Master, £200; matron, £50; surgeon, £50; schoolmaster, £150; attendants, one at £130, three at £40, £250; total, £500. (468, 280, 618, 303)
notice-title: GOLDEN POINT WATER RACE. (963, 113, 1077, 123)
paragraph: "(4.) That the system of bottle licenses be discontinued, and the retail bottle sale of liquor of any description which may be sold under a wholesale license be reduced to one gallon." (468, 613, 618, 643)
monday-heading: MONDAY, 8TH JUNE. (505, 471, 581, 480)
signature: SUBSCRIBER. (426, 314, 465, 322)
paragraph: The following applications for agricultural leases in block X., Tuapeka East, were withdrawn:—David Johnston, for section 47; Gilbert Kalton, for section 43; Thomas Haywood, section 44; Ross Gunn, for section 45. (14, 384, 159, 421)
athenaeum-sub: ATHENÆUM AT ROXBURGH. (653, 225, 739, 233)
paragraph: PROVINCIAL TREASURY.—Sub-Treasurer, £400; accountant, £291 13s. 4d.; cashier, £300. (315, 911, 465, 926)
notice-subtitle: Application for an Agricultural Lease. (969, 930, 1071, 938)
corporation-notice-heading: CORPORATION NOTICE. (975, 32, 1065, 40)
text-continuation (14, 702, 159, 1483)
column-1 (14, 30, 159, 1482)
column-4 (463, 30, 618, 1482)
notice-body: Tenders received till 17th June. (945, 238, 1025, 246)
paragraph: Prince Gortschakoff has invited the Powers to a Congress at Brussels, on international law to be observed during war as affecting the treatment of prisoners. (774, 1154, 934, 1176)
notice-body: IHEREBY give notice that I have applied to the Warden for a lease of surveyed land for agricultural purposes, situate at and being section 48, Block X., Tuapeka East, comprising 20a 0r 18p., or thereabouts; and that the said application will be heard at the Warden's Office, Lawrence, on July 1. (937, 835, 1103, 881)
paragraph: Wheat is firm, and last little offering. Oats are quoted at 3s 5d to 3s 9d for prime milling. (774, 847, 934, 862)
notice-body: P.S.—Our Tea is, as usual, the best quality to be had, from 2s. 6d. to 3s. per pound. (937, 506, 1103, 521)
notice-title: THE PEOPLE'S TIMBER YARD, (964, 528, 1076, 538)
notice-subtitle: Application for an Agricultural Lease. (969, 728, 1071, 736)
paragraph: The application of the Otago Gold Mining Company for an extended claim, and of William Evans for a mining lease over the same ground, with the cross objections, came on for hearing. Mr. M'Coy and Mr. Henderson appeared for the parties. It appeared to the Court that each party really wanted something short of what they applied for. It was suggested that the Otago Company should obtain permission to extend their races so they required, and obtain an indemnity from Evans against damages which they might cause (except within their boundary) to the leasehold applied for, and withdraw their objections. The Warden agreed to arrange it without pressing for costs. (167, 765, 312, 863)
paragraph: It has been found out why persons cannot sleep. It is because there is an accumulation, mainly of carbonic acid, that accumulation being favored and controlled by reflex action of the nervous system, which thus protects the organism from excessive oxidation, and allows the organism to manifest its normal functional activity throughout a succeeding rhythmic period. We should not have thought a little thing like this would have kept one awake. Persons who can't sleep, however, should put some of the above things into their organism before retiring. (621, 624, 771, 706)
paragraph: SURVEY DEPARTMENT.—Chief Surveyor, £500; Inspector of Surveys, £425; district surveyors, £1,375; assistant surveyors, £350 per annum (six months), £525; do., £300, £300; do. £250, £125; do. £170; draughtsmen, £1,930; assistants, £2,000; total £12,000. (315, 810, 465, 847)
notice-title: TUAPEKA GOLDFIELD. (976, 920, 1064, 930)
meyer-ad (937, 387, 1103, 522)
paragraph: The application of John Drysdale for an agricultural lease of section 30, block VI., was granted. Mr. Spiers for applicant. (167, 529, 312, 552)
cable-telegrams-heading: CABLE TELEGRAMS. (815, 1013, 893, 1021)
notice-body: WANTED known that JAMES SLY Peel-street, Lawrence, has on sale Ladies' and Children's Kid Elastic-side Boots; also, a large assortment of Children's Boots, all his own make, cheap and good. Note the address—James Sly, Practical Bootmaker, Peel-street, Lawrence. (937, 673, 1103, 711)
paragraph: The application of William Turnbull for an agricultural lease of section 43, block IV., Tuapeka East, was adjourned for one week; applicant to attend. (14, 608, 159, 631)
notice-signature-place: Ross Place, Lawrence. (1046, 499, 1103, 506)
column-7-advertisements (932, 30, 1103, 1482)
column-2 (162, 30, 312, 1482)
wardens-court-day: WEDNESDAY, JUNE 3RD. (50, 203, 123, 211)
notice-body: Specifications on view at Messrs. M'Cay's Store, Waipori; Mr. Squires, Ross Place, Lawrence; or at the Manager's Office, Princes-street, Dunedin. (937, 215, 1103, 237)
dateline: June 6th. (841, 172, 867, 179)
water-rights-sub: THE SHAREHOLDERS' WATER RIGHTS CASE. (477, 921, 609, 928)
dateline: June 6th. (841, 573, 867, 580)
notice-signature-trade: IRONMONGERS AND GROCERS, (970, 490, 1070, 497)
column-3 (310, 30, 465, 1482)
notice-body: The course of the race is levelled with bench-marks and pegs every eleven (11) feet. Small pegs also are placed at intervals. (937, 199, 1103, 214)
paragraph: SIR,—I always thought our local Hospital was a well-managed institution, but your report of the last meeting of the Hospital Committee reveals a state of affairs that is very discreditable indeed. £158 16s. 9d. has been spent on wine, spirits, ale, and porter in 145 days, which is at the rate of £1 1s. 9d. a day, or £385 per annum. Why, Sir, if stringent measures are not at once adopted, the Hospital will be rushed by inebriates bent on having a spree! But, seriously speaking, does it not seem rather strange that, with an average of patients amounting to, say, 16, the amount paid for wine, spirits, ale, and porter should be more than double the Resident Surgeon's salary, which till lately was £150 per annum. Unless the consumption of this extraordinary amount of intoxicating liquors is satisfactorily accounted for at once, I very much fear that the subscriptions for the coming year will come in very slowly indeed, as subscribers will think twice before they put their hands in their pockets to contribute to an institution that requires nearly £400 per annum to keep it in beer.—I am, &c., (315, 163, 465, 313)
paragraph: The Cable Company anticipate that the news will occupy an hour in transmission from London to Melbourne. They have only the weather to contend against. (774, 823, 934, 846)
